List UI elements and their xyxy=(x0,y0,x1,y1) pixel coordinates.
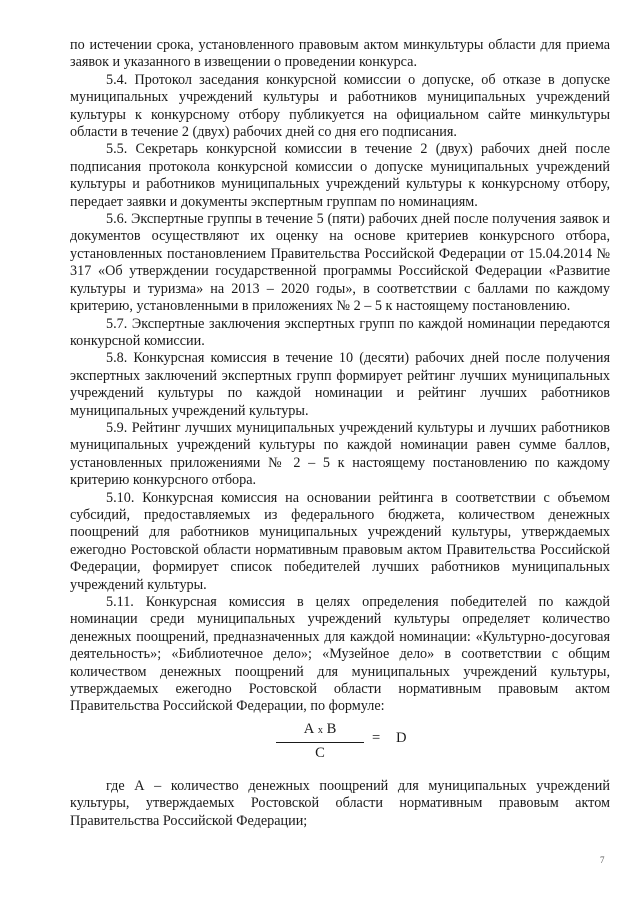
paragraph-5-7: 5.7. Экспертные заключения экспертных групп по каждой номинации передаются конкурсной комиссии. xyxy=(70,315,610,349)
paragraph-5-11: 5.11. Конкурсная комиссия в целях определения победителей по каждой номинации среди муниципальных учреждений культуры определяет количество денежных поощрений, предназначенных для каждой номинации: «Культурно-досуговая деятельность»; «Библиотечное дело»; «Музейное дело» в соответствии с общим количеством денежных поощрений для муниципальных учреждений культуры, утверждаемых ежегодно Ростовской области нормативным правовым актом Правительства Российской Федерации, по формуле: xyxy=(70,594,610,715)
formula-a: А xyxy=(303,720,315,737)
paragraph-5-4: 5.4. Протокол заседания конкурсной комиссии о допуске, об отказе в допуске муниципальных учреждений культуры и работников муниципальных учреждений культуры к конкурсному отбору публикуется на официальном сайте минкультуры области в течение 2 (двух) рабочих дней со дня его подписания. xyxy=(70,71,610,141)
formula-equals: = xyxy=(372,729,381,746)
paragraph-5-5: 5.5. Секретарь конкурсной комиссии в течение 2 (двух) рабочих дней после подписания протокола конкурсной комиссии о допуске муниципальных учреждений культуры и работников муниципальных учреждений культуры к конкурсному отбору, передает заявки и документы экспертным группам по номинациям. xyxy=(70,141,610,210)
formula-denominator: С xyxy=(315,744,325,761)
document-body xyxy=(70,37,610,830)
page-number: 7 xyxy=(600,855,605,865)
paragraph-5-6: 5.6. Экспертные группы в течение 5 (пяти) рабочих дней после получения заявок и документов осуществляют их оценку на основе критериев конкурсного отбора, установленных постановлением Правительства Российской Федерации от 15.04.2014 № 317 «Об утверждении государственной программы Российской Федерации «Развитие культуры и туризма» на 2013 – 2020 годы», в соответствии с баллами по каждому критерию, установленными в приложениях № 2 – 5 к настоящему постановлению. xyxy=(70,211,610,315)
formula xyxy=(70,720,610,772)
formula-fraction xyxy=(276,720,364,763)
formula-numerator xyxy=(276,720,364,743)
formula-b: В xyxy=(326,720,337,737)
paragraph-5-10: 5.10. Конкурсная комиссия на основании рейтинга в соответствии с объемом субсидий, предоставляемых из федерального бюджета, количеством денежных поощрений для работников муниципальных учреждений культуры, утверждаемых ежегодно Ростовской области нормативным правовым актом Правительства Российской Федерации, формирует список победителей лучших работников муниципальных учреждений культуры. xyxy=(70,489,610,593)
formula-multiply-sign: x xyxy=(317,724,323,736)
formula-result: D xyxy=(396,729,407,746)
paragraph-5-9: 5.9. Рейтинг лучших муниципальных учреждений культуры и лучших работников муниципальных учреждений культуры по каждой номинации равен сумме баллов, установленных приложениями № 2 – 5 к настоящему постановлению по каждому критерию конкурсного отбора. xyxy=(70,419,610,489)
paragraph-5-8: 5.8. Конкурсная комиссия в течение 10 (десяти) рабочих дней после получения экспертных заключений экспертных групп формирует рейтинг лучших муниципальных учреждений культуры по каждой номинации и рейтинг лучших работников муниципальных учреждений культуры. xyxy=(70,350,610,419)
paragraph-formula-explanation: где А – количество денежных поощрений для муниципальных учреждений культуры, утверждаемых Ростовской области нормативным правовым актом Правительства Российской Федерации; xyxy=(70,777,610,829)
paragraph-continuation: по истечении срока, установленного правовым актом минкультуры области для приема заявок и указанного в извещении о проведении конкурса. xyxy=(70,37,610,71)
